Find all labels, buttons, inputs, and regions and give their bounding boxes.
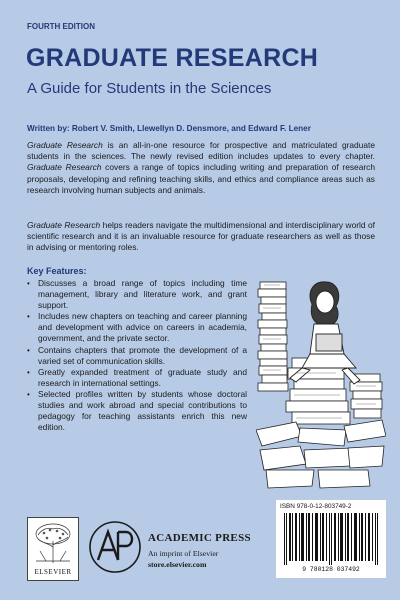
key-features-list (27, 278, 247, 433)
bullet-icon: • (27, 312, 30, 322)
book-subtitle: A Guide for Students in the Sciences (27, 80, 272, 97)
bullet-icon: • (27, 367, 30, 377)
title-italic: Graduate Research (27, 140, 103, 150)
bullet-icon: • (27, 345, 30, 355)
description-text: is an all-in-one resource for prospective and matriculated graduate students in the sciences. The newly revised edition includes updates to every chapter. (27, 140, 376, 162)
barcode-number: 9 780128 037492 (302, 566, 360, 573)
description-paragraph-1 (27, 140, 375, 196)
student-with-books-illustration (256, 270, 386, 492)
elsevier-tree-icon (32, 521, 74, 565)
bullet-icon: • (27, 389, 30, 399)
store-url: store.elsevier.com (148, 560, 207, 569)
key-feature-text: Greatly expanded treatment of graduate study and research in international settings. (38, 366, 247, 388)
isbn-label: ISBN 978-0-12-803749-2 (280, 503, 352, 510)
description-text: covers a range of topics including writing and preparation of research proposals, developing and refining teaching skills, and ethics and compliance areas such as research involving human subjects and animals. (27, 162, 375, 195)
book-title: GRADUATE RESEARCH (26, 44, 319, 72)
isbn-barcode-box (276, 500, 386, 578)
title-italic: Graduate Research (27, 162, 102, 173)
academic-press-name: ACADEMIC PRESS (148, 532, 251, 544)
elsevier-logo (27, 517, 79, 581)
description-paragraph-2 (27, 220, 375, 254)
key-feature-text: Selected profiles written by students whose doctoral studies and work abroad and special contributions to pedagogy for teaching assistants enrich this new edition. (38, 388, 247, 433)
key-feature-item (27, 278, 247, 311)
barcode-icon (282, 513, 380, 565)
edition-label: FOURTH EDITION (27, 22, 95, 31)
key-feature-text: Discusses a broad range of topics including time management, library and literature work, and grant support. (38, 278, 247, 311)
key-feature-item (27, 311, 247, 344)
key-feature-item (27, 345, 247, 367)
bullet-icon: • (27, 279, 30, 288)
key-feature-item (27, 389, 247, 433)
key-feature-text: Includes new chapters on teaching and career planning and development with advice on careers in academia, government, and the private sector. (38, 311, 247, 344)
imprint-text: An imprint of Elsevier (148, 549, 219, 558)
key-features-heading: Key Features: (27, 266, 87, 276)
key-feature-text: Contains chapters that promote the development of a varied set of communication skills. (38, 344, 247, 366)
key-feature-item (27, 367, 247, 389)
academic-press-logo-icon (88, 520, 142, 574)
description-text: helps readers navigate the multidimensional and interdisciplinary world of scientific research and it is an invaluable resource for graduate researchers as well as those in advising or mentoring roles. (27, 220, 376, 253)
authors-line: Written by: Robert V. Smith, Llewellyn D. Densmore, and Edward F. Lener (27, 124, 311, 133)
elsevier-label: ELSEVIER (34, 568, 72, 576)
title-italic: Graduate Research (27, 220, 101, 230)
